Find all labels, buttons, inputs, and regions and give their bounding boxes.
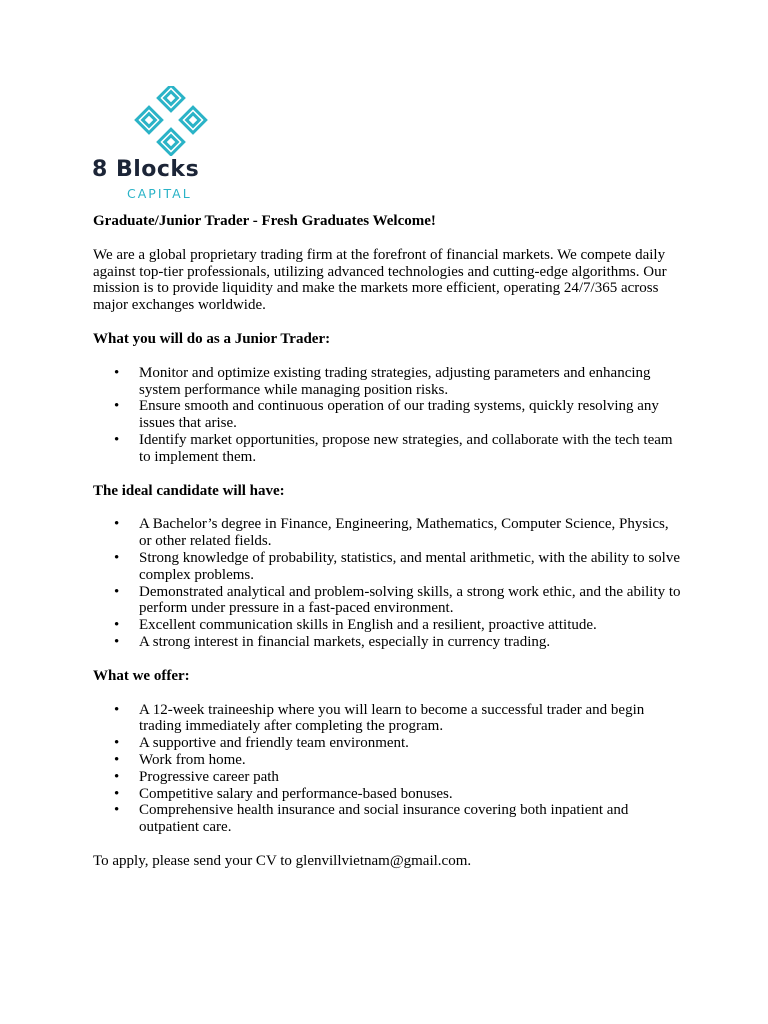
list-item: • Monitor and optimize existing trading strategies, adjusting parameters and enhancing system performance while managing position risks. xyxy=(93,365,683,399)
list-item: • A 12-week traineeship where you will learn to become a successful trader and begin trading immediately after completing the program. xyxy=(93,702,683,736)
list-item: • A supportive and friendly team environment. xyxy=(93,735,683,752)
list-item: • Competitive salary and performance-based bonuses. xyxy=(93,786,683,803)
list-item: • A strong interest in financial markets, especially in currency trading. xyxy=(93,634,683,651)
job-title: Graduate/Junior Trader - Fresh Graduates Welcome! xyxy=(93,213,436,229)
section-heading-requirements: The ideal candidate will have: xyxy=(93,482,285,499)
list-item: • Comprehensive health insurance and social insurance covering both inpatient and outpatient care. xyxy=(93,802,683,836)
company-logo xyxy=(92,86,252,202)
duties-list xyxy=(93,365,683,466)
intro-paragraph: We are a global proprietary trading firm at the forefront of financial markets. We compete daily against top-tier professionals, utilizing advanced technologies and cutting-edge algorithms. Our mission is to provide liquidity and make the markets more efficient, operating 24/7/365 across major exchanges worldwide. xyxy=(93,246,667,314)
apply-instructions: To apply, please send your CV to glenvillvietnam@gmail.com. xyxy=(93,852,472,869)
list-item: • Identify market opportunities, propose new strategies, and collaborate with the tech team to implement them. xyxy=(93,432,683,466)
list-item: • Work from home. xyxy=(93,752,683,769)
section-heading-benefits: What we offer: xyxy=(93,667,190,684)
brand-name: 8 Blocks xyxy=(92,157,200,182)
brand-subtitle: CAPITAL xyxy=(127,186,192,201)
section-heading-duties: What you will do as a Junior Trader: xyxy=(93,330,331,347)
list-item: • Demonstrated analytical and problem-solving skills, a strong work ethic, and the ability to perform under pressure in a fast-paced environment. xyxy=(93,584,683,618)
list-item: • Ensure smooth and continuous operation of our trading systems, quickly resolving any issues that arise. xyxy=(93,398,683,432)
blocks-logo-icon xyxy=(132,86,212,156)
job-posting xyxy=(93,213,683,870)
list-item: • A Bachelor’s degree in Finance, Engineering, Mathematics, Computer Science, Physics, or other related fields. xyxy=(93,516,683,550)
benefits-list xyxy=(93,702,683,836)
list-item: • Progressive career path xyxy=(93,769,683,786)
list-item: • Strong knowledge of probability, statistics, and mental arithmetic, with the ability to solve complex problems. xyxy=(93,550,683,584)
requirements-list xyxy=(93,516,683,650)
list-item: • Excellent communication skills in English and a resilient, proactive attitude. xyxy=(93,617,683,634)
